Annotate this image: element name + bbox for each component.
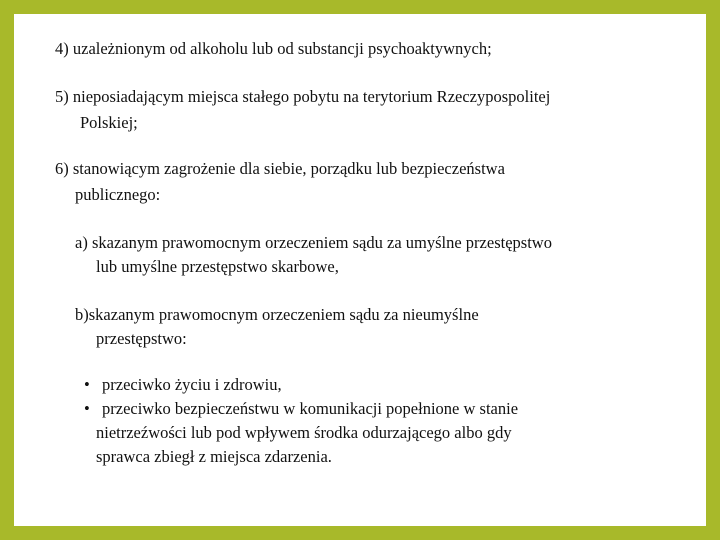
item-6-line-2: publicznego: bbox=[75, 185, 161, 204]
bullet-2-line-3: sprawca zbiegł z miejsca zdarzenia. bbox=[96, 447, 332, 466]
subitem-a-line-1: a) skazanym prawomocnym orzeczeniem sądu za umyślne przestępstwo bbox=[75, 233, 552, 252]
bullet-1-text: przeciwko życiu i zdrowiu, bbox=[102, 375, 282, 394]
item-6-line-1: 6) stanowiącym zagrożenie dla siebie, porządku lub bezpieczeństwa bbox=[55, 159, 505, 178]
bullet-2-line-2: nietrzeźwości lub pod wpływem środka odurzającego albo gdy bbox=[96, 423, 512, 442]
bullet-2-line-1: przeciwko bezpieczeństwu w komunikacji popełnione w stanie bbox=[102, 399, 519, 418]
item-5-line-1: 5) nieposiadającym miejsca stałego pobytu na terytorium Rzeczypospolitej bbox=[55, 87, 551, 106]
subitem-b-line-1: b)skazanym prawomocnym orzeczeniem sądu za nieumyślne bbox=[75, 305, 479, 324]
bullet-icon: • bbox=[84, 375, 90, 394]
slide-content bbox=[14, 14, 706, 526]
subitem-b-line-2: przestępstwo: bbox=[96, 329, 187, 348]
item-4: 4) uzależnionym od alkoholu lub od substancji psychoaktywnych; bbox=[55, 39, 492, 58]
bullet-icon: • bbox=[84, 399, 90, 418]
subitem-a-line-2: lub umyślne przestępstwo skarbowe, bbox=[96, 257, 339, 276]
item-5-line-2: Polskiej; bbox=[80, 113, 138, 132]
